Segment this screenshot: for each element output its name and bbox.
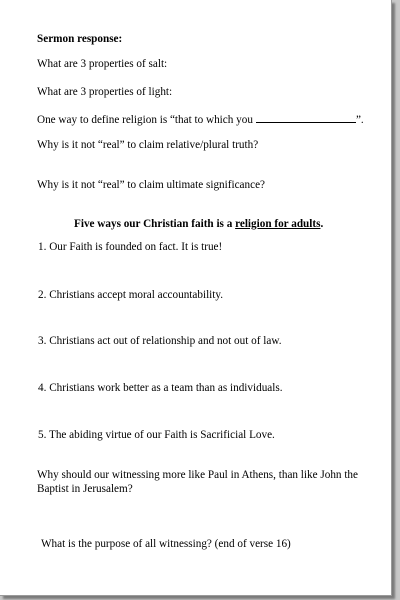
section-heading: Sermon response: <box>37 33 123 45</box>
question-purpose: What is the purpose of all witnessing? (end of verse 16) <box>41 538 291 550</box>
point-4: 4. Christians work better as a team than as individuals. <box>38 382 283 394</box>
question-salt: What are 3 properties of salt: <box>37 58 168 70</box>
fill-in-blank <box>256 112 356 123</box>
point-2: 2. Christians accept moral accountability. <box>38 289 224 301</box>
question-religion-text: One way to define religion is “that to which you <box>37 114 253 126</box>
question-religion-end: ”. <box>355 114 364 126</box>
question-religion <box>37 112 364 127</box>
point-3: 3. Christians act out of relationship and not out of law. <box>38 335 282 347</box>
five-ways-text: Five ways our Christian faith is a <box>74 218 236 230</box>
question-relative-truth: Why is it not “real” to claim relative/plural truth? <box>37 139 259 151</box>
five-ways-heading <box>74 217 323 231</box>
point-5: 5. The abiding virtue of our Faith is Sacrificial Love. <box>38 429 275 441</box>
five-ways-period: . <box>320 218 324 230</box>
question-witnessing: Why should our witnessing more like Paul in Athens, than like John the Baptist in Jerusalem? <box>37 469 358 495</box>
religion-for-adults: religion for adults <box>235 218 321 230</box>
question-light: What are 3 properties of light: <box>37 86 173 98</box>
question-ultimate-significance: Why is it not “real” to claim ultimate significance? <box>37 179 266 191</box>
point-1: 1. Our Faith is founded on fact. It is true! <box>38 241 223 253</box>
